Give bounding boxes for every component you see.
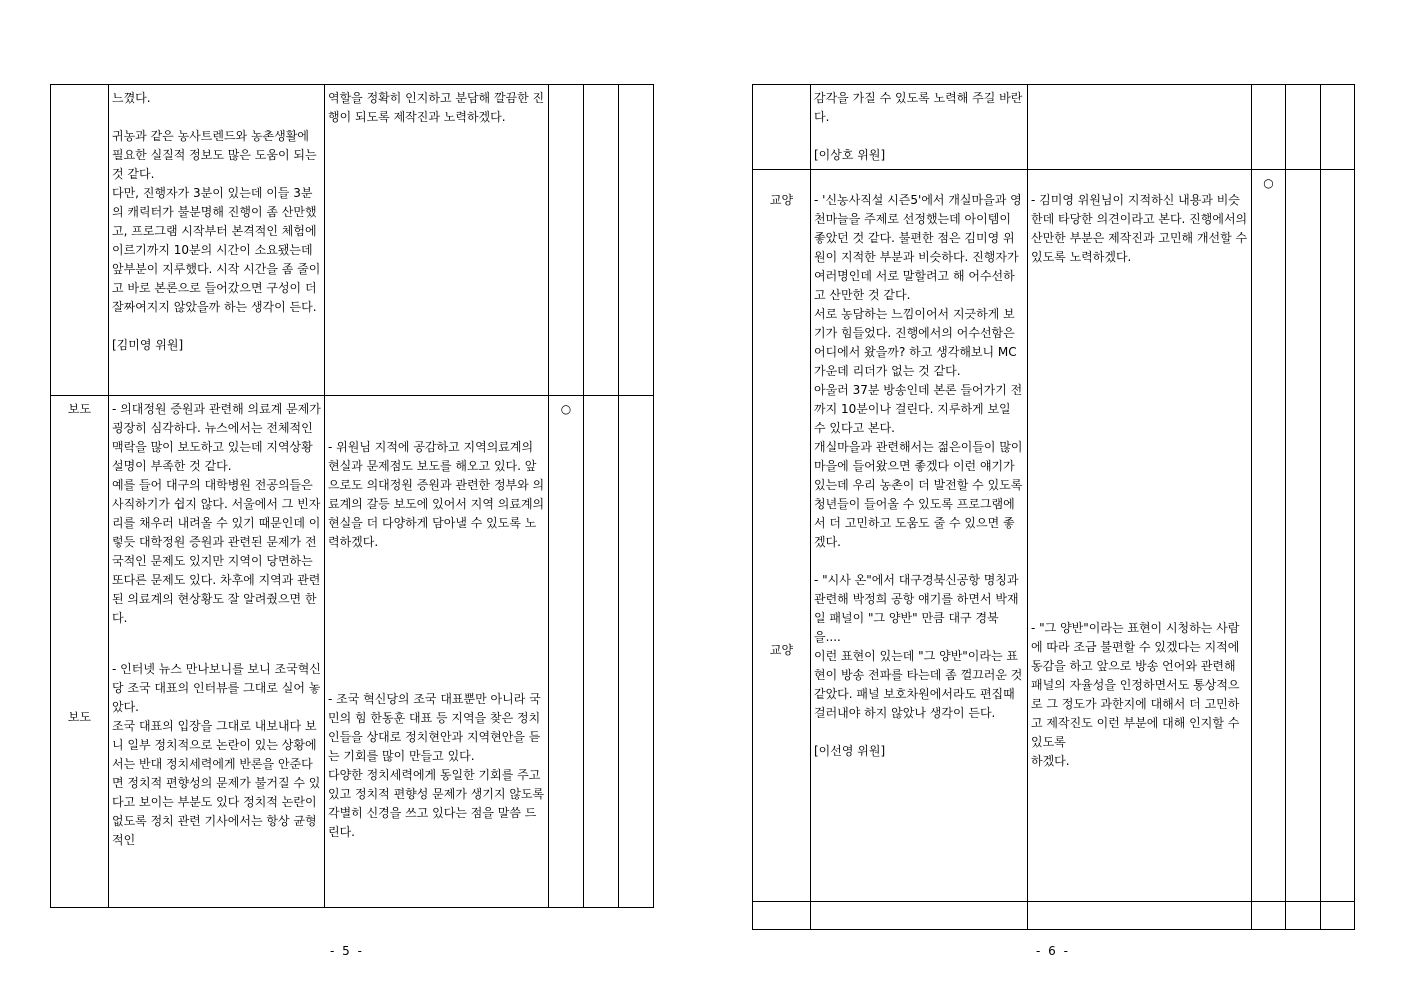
committee-member-name: [이상호 위원] xyxy=(814,148,886,162)
opinion-text: - "시사 온"에서 대구경북신공항 명칭과 관련해 박정희 공항 얘기를 하면서 박재일 패널이 "그 양반" 만큼 대구 경북을.... xyxy=(814,573,1019,644)
review-table-left xyxy=(50,84,654,908)
response-text: 다양한 정치세력에게 동일한 기회를 주고 있고 정치적 편향성 문제가 생기지 않도록 각별히 신경을 쓰고 있다는 점을 말씀 드린다. xyxy=(328,768,545,839)
category-label: 보도 xyxy=(67,402,92,416)
category-label: 교양 xyxy=(769,193,794,207)
category-label: 보도 xyxy=(67,710,92,724)
opinion-text: 귀농과 같은 농사트렌드와 농촌생활에 필요한 실질적 정보도 많은 도움이 되는 것 같다. xyxy=(112,129,317,181)
blank-line xyxy=(814,723,1024,742)
opinion-cell xyxy=(109,85,325,396)
committee-member-name: [김미영 위원] xyxy=(112,338,184,352)
table-row xyxy=(753,902,1355,930)
check-cell: ○ xyxy=(1252,170,1286,902)
response-text: - 김미영 위원님이 지적하신 내용과 비슷한데 타당한 의견이라고 본다. 진행에서의 산만한 부분은 제작진과 고민해 개선할 수 있도록 노력하겠다. xyxy=(1031,193,1248,264)
check-cell xyxy=(549,85,584,396)
table-row xyxy=(51,85,654,396)
response-text: - 조국 혁신당의 조국 대표뿐만 아니라 국민의 힘 한동훈 대표 등 지역을 찾은 정치인들을 상대로 정치현안과 지역현안을 듣는 기회를 많이 만들고 있다. xyxy=(328,692,541,763)
response-text: - 위원님 지적에 공감하고 지역의료계의 현실과 문제점도 보도를 해오고 있다. 앞으로도 의대정원 증원과 관련한 정부와 의료계의 갈등 보도에 있어서 지역 의료계의 현실을 더 다양하게 담아낼 수 있도록 노력하겠다. xyxy=(328,440,545,549)
opinion-cell xyxy=(811,170,1028,902)
response-text: 하겠다. xyxy=(1031,754,1070,768)
opinion-text: - '신농사직설 시즌5'에서 개실마을과 영천마늘을 주제로 선정했는데 아이템이 좋았던 것 같다. 불편한 점은 김미영 위원이 지적한 부분과 비슷하다. 진행자가 여러명인데 서로 말할려고 해 어수선하고 산만한 것 같다. xyxy=(814,193,1022,302)
review-table-right xyxy=(752,84,1355,930)
response-cell xyxy=(1028,170,1252,902)
opinion-text: 감각을 가질 수 있도록 노력해 주길 바란다. xyxy=(814,91,1023,124)
empty-cell xyxy=(584,85,619,396)
check-cell xyxy=(1252,902,1286,930)
empty-cell xyxy=(1321,902,1355,930)
response-cell xyxy=(325,85,549,396)
category-cell xyxy=(753,902,811,930)
opinion-text: 아울러 37분 방송인데 본론 들어가기 전까지 10분이나 걸린다. 지루하게 보일 수 있다고 본다. xyxy=(814,383,1023,435)
response-cell xyxy=(1028,902,1252,930)
spacer xyxy=(1031,267,1248,619)
response-text: - "그 양반"이라는 표현이 시청하는 사람에 따라 조금 불편할 수 있겠다는 지적에 동감을 하고 앞으로 방송 언어와 관련해 패널의 자율성을 인정하면서도 통상적으로 그 정도가 과한지에 대해서 더 고민하고 제작진도 이런 부분에 대해 인지할 수 있도록 xyxy=(1031,621,1240,749)
opinion-text: 느꼈다. xyxy=(112,91,151,105)
empty-cell xyxy=(1321,85,1355,170)
response-cell xyxy=(325,396,549,908)
opinion-text: 조국 대표의 입장을 그대로 내보내다 보니 일부 정치적으로 논란이 있는 상황에서는 반대 정치세력에게 반론을 안준다면 정치적 편향성의 문제가 불거질 수 있다고 보이는 부분도 있다 정치적 논란이 없도록 정치 관련 기사에서는 항상 균형적인 xyxy=(112,719,321,847)
table-row xyxy=(753,85,1355,170)
opinion-text: 다만, 진행자가 3분이 있는데 이들 3분의 캐릭터가 불분명해 진행이 좀 산만했고, 프로그램 시작부터 본격적인 체험에 이르기까지 10분의 시간이 소요됐는데 앞부분이 지루했다. 시작 시간을 좀 줄이고 바로 본론으로 들어갔으면 구성이 더 잘짜여지지 않았을까 하는 생각이 든다. xyxy=(112,186,321,314)
opinion-text: - 인터넷 뉴스 만나보니를 보니 조국혁신당 조국 대표의 인터뷰를 그대로 실어 놓았다. xyxy=(112,662,321,714)
spacer xyxy=(54,419,105,708)
opinion-cell xyxy=(109,396,325,908)
spacer xyxy=(328,552,545,690)
spacer xyxy=(756,210,807,641)
empty-cell xyxy=(584,396,619,908)
spacer xyxy=(814,174,1024,191)
opinion-text: 예를 들어 대구의 대학병원 전공의들은 사직하기가 쉽지 않다. 서울에서 그 빈자리를 채우러 내려올 수 있기 때문인데 이렇듯 대학정원 증원과 관련된 문제가 전국적인 문제도 있지만 지역이 당면하는 또다른 문제도 있다. 차후에 지역과 관련된 의료계의 현상황도 잘 알려줬으면 한다. xyxy=(112,478,321,625)
category-cell xyxy=(753,85,811,170)
spacer xyxy=(112,628,321,660)
check-cell: ○ xyxy=(549,396,584,908)
table-row xyxy=(51,396,654,908)
response-text: 역할을 정확히 인지하고 분담해 깔끔한 진행이 되도록 제작진과 노력하겠다. xyxy=(328,91,545,124)
page-number: - 6 - xyxy=(1036,944,1070,958)
blank-line xyxy=(112,317,321,336)
opinion-text: 이런 표현이 있는데 "그 양반"이라는 표현이 방송 전파를 타는데 좀 껄끄러운 것 같았다. 패널 보호차원에서라도 편집때 걸러내야 하지 않았나 생각이 든다. xyxy=(814,649,1023,720)
opinion-text: 개실마을과 관련해서는 젊은이들이 많이 마을에 들어왔으면 좋겠다 이런 얘기가 있는데 우리 농촌이 더 발전할 수 있도록 청년들이 들어올 수 있도록 프로그램에서 더 고민하고 도움도 줄 수 있으면 좋겠다. xyxy=(814,440,1023,549)
page-right xyxy=(700,0,1403,992)
blank-line xyxy=(814,127,1024,146)
empty-cell xyxy=(1286,85,1321,170)
check-cell xyxy=(1252,85,1286,170)
category-cell xyxy=(51,85,109,396)
empty-cell xyxy=(619,396,654,908)
empty-cell xyxy=(1286,902,1321,930)
spacer xyxy=(1031,174,1248,191)
spacer xyxy=(814,552,1024,571)
spacer xyxy=(328,400,545,438)
empty-cell xyxy=(1321,170,1355,902)
committee-member-name: [이선영 위원] xyxy=(814,744,886,758)
empty-cell xyxy=(619,85,654,396)
opinion-cell xyxy=(811,85,1028,170)
table-row xyxy=(753,170,1355,902)
opinion-text: 서로 농담하는 느낌이어서 지긋하게 보기가 힘들었다. 진행에서의 어수선함은 어디에서 왔을까? 하고 생각해보니 MC 가운데 리더가 없는 것 같다. xyxy=(814,307,1017,378)
page-left xyxy=(0,0,700,992)
blank-line xyxy=(112,108,321,127)
opinion-cell xyxy=(811,902,1028,930)
opinion-text: - 의대정원 증원과 관련해 의료계 문제가 굉장히 심각하다. 뉴스에서는 전체적인 맥락을 많이 보도하고 있는데 지역상황 설명이 부족한 것 같다. xyxy=(112,402,321,473)
empty-cell xyxy=(1286,170,1321,902)
spacer xyxy=(756,174,807,191)
page-number: - 5 - xyxy=(330,944,364,958)
category-label: 교양 xyxy=(769,643,794,657)
response-cell xyxy=(1028,85,1252,170)
category-cell xyxy=(753,170,811,902)
category-cell xyxy=(51,396,109,908)
